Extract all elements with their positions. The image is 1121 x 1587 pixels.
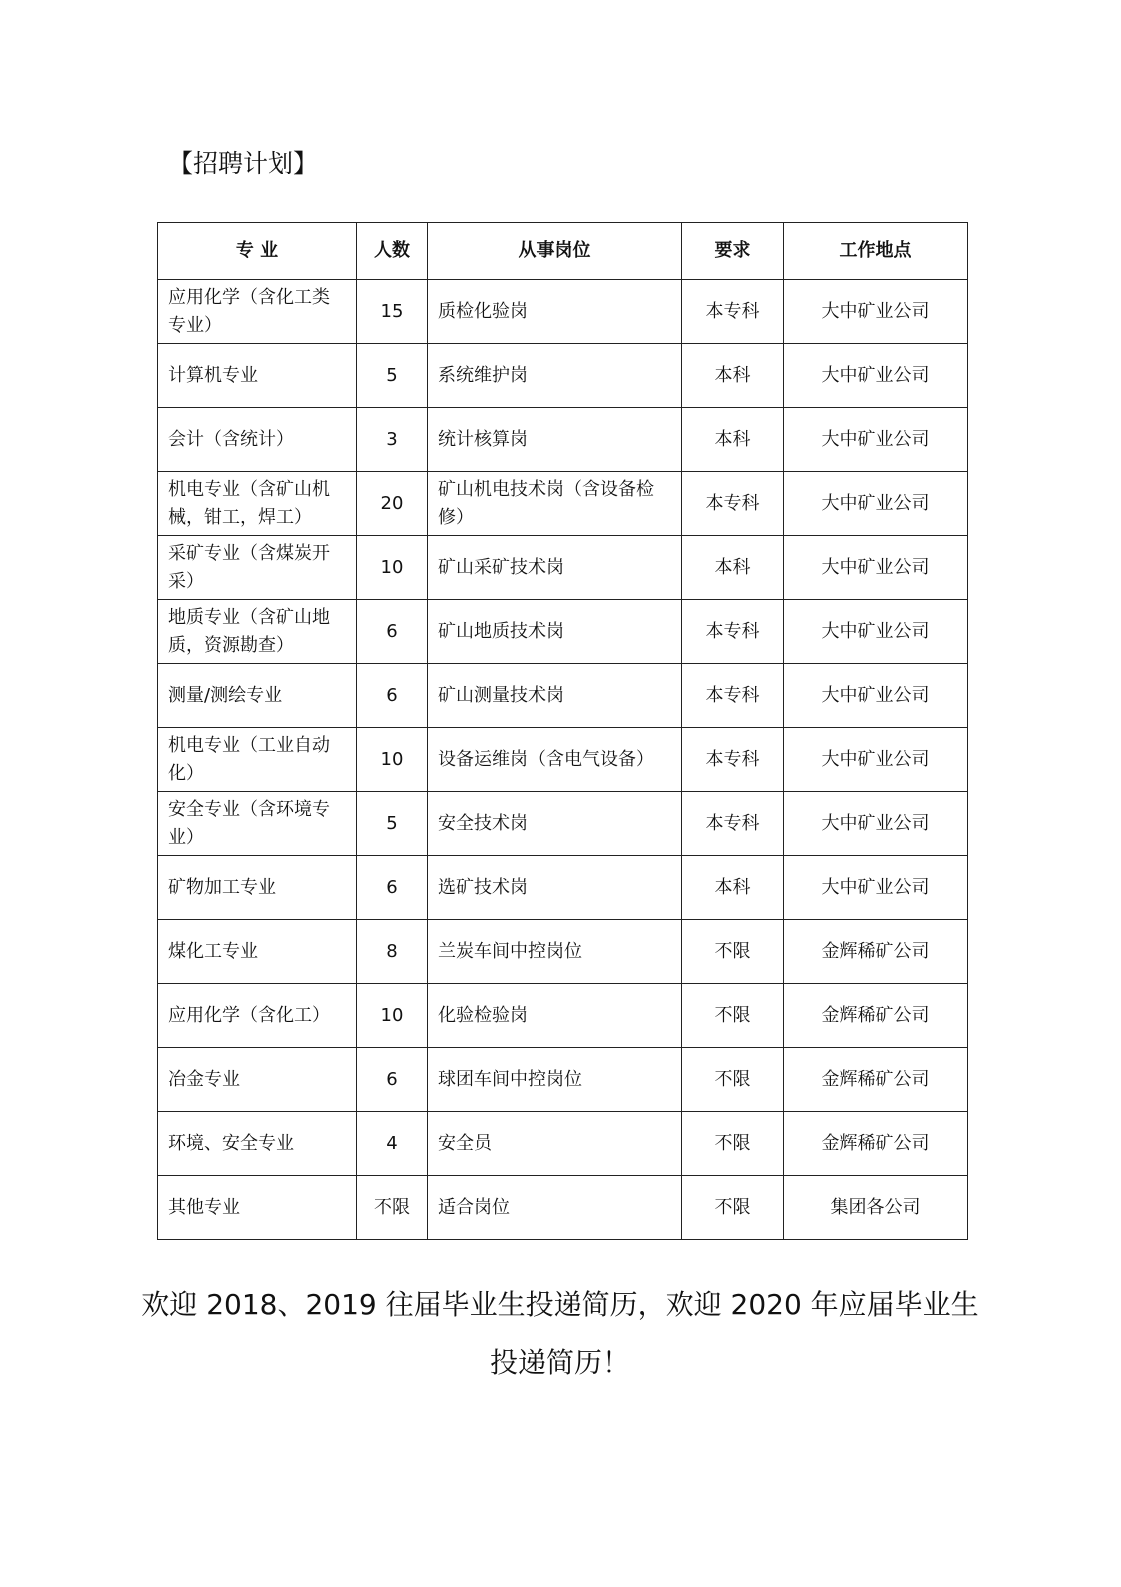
header-requirement: 要求 xyxy=(682,223,784,280)
cell-major: 安全专业（含环境专业） xyxy=(158,792,357,856)
cell-position: 系统维护岗 xyxy=(428,344,682,408)
cell-requirement: 本专科 xyxy=(682,728,784,792)
cell-requirement: 不限 xyxy=(682,1048,784,1112)
cell-requirement: 不限 xyxy=(682,920,784,984)
cell-position: 兰炭车间中控岗位 xyxy=(428,920,682,984)
cell-count: 6 xyxy=(357,664,428,728)
cell-position: 矿山测量技术岗 xyxy=(428,664,682,728)
cell-count: 3 xyxy=(357,408,428,472)
header-major: 专 业 xyxy=(158,223,357,280)
cell-location: 大中矿业公司 xyxy=(784,280,968,344)
cell-requirement: 本专科 xyxy=(682,280,784,344)
cell-count: 5 xyxy=(357,344,428,408)
table-row xyxy=(158,536,968,600)
cell-location: 大中矿业公司 xyxy=(784,408,968,472)
cell-count: 4 xyxy=(357,1112,428,1176)
table-header-row xyxy=(158,223,968,280)
cell-position: 球团车间中控岗位 xyxy=(428,1048,682,1112)
cell-position: 设备运维岗（含电气设备） xyxy=(428,728,682,792)
cell-major: 环境、安全专业 xyxy=(158,1112,357,1176)
cell-location: 大中矿业公司 xyxy=(784,856,968,920)
cell-major: 测量/测绘专业 xyxy=(158,664,357,728)
cell-major: 煤化工专业 xyxy=(158,920,357,984)
cell-major: 采矿专业（含煤炭开采） xyxy=(158,536,357,600)
cell-count: 10 xyxy=(357,984,428,1048)
table-row xyxy=(158,1048,968,1112)
header-position: 从事岗位 xyxy=(428,223,682,280)
cell-requirement: 本专科 xyxy=(682,600,784,664)
cell-requirement: 本科 xyxy=(682,536,784,600)
cell-count: 5 xyxy=(357,792,428,856)
cell-location: 大中矿业公司 xyxy=(784,536,968,600)
cell-major: 机电专业（含矿山机械，钳工，焊工） xyxy=(158,472,357,536)
table-row xyxy=(158,1176,968,1240)
cell-requirement: 不限 xyxy=(682,1176,784,1240)
cell-major: 其他专业 xyxy=(158,1176,357,1240)
table-row xyxy=(158,664,968,728)
cell-major: 矿物加工专业 xyxy=(158,856,357,920)
cell-major: 计算机专业 xyxy=(158,344,357,408)
table-row xyxy=(158,472,968,536)
cell-count: 8 xyxy=(357,920,428,984)
cell-major: 会计（含统计） xyxy=(158,408,357,472)
cell-count: 20 xyxy=(357,472,428,536)
header-count: 人数 xyxy=(357,223,428,280)
cell-major: 地质专业（含矿山地质，资源勘查） xyxy=(158,600,357,664)
cell-requirement: 本专科 xyxy=(682,472,784,536)
cell-count: 6 xyxy=(357,1048,428,1112)
cell-count: 10 xyxy=(357,536,428,600)
cell-requirement: 不限 xyxy=(682,984,784,1048)
cell-major: 应用化学（含化工类专业） xyxy=(158,280,357,344)
cell-requirement: 本专科 xyxy=(682,792,784,856)
table-row xyxy=(158,920,968,984)
cell-position: 适合岗位 xyxy=(428,1176,682,1240)
cell-requirement: 本科 xyxy=(682,344,784,408)
cell-major: 冶金专业 xyxy=(158,1048,357,1112)
cell-location: 金辉稀矿公司 xyxy=(784,920,968,984)
cell-position: 统计核算岗 xyxy=(428,408,682,472)
cell-location: 金辉稀矿公司 xyxy=(784,1048,968,1112)
cell-location: 大中矿业公司 xyxy=(784,600,968,664)
table-row xyxy=(158,856,968,920)
cell-position: 矿山地质技术岗 xyxy=(428,600,682,664)
table-row xyxy=(158,728,968,792)
table-row xyxy=(158,344,968,408)
cell-major: 应用化学（含化工） xyxy=(158,984,357,1048)
cell-position: 安全技术岗 xyxy=(428,792,682,856)
cell-location: 集团各公司 xyxy=(784,1176,968,1240)
cell-count: 6 xyxy=(357,856,428,920)
table-row xyxy=(158,792,968,856)
table-row xyxy=(158,600,968,664)
cell-position: 选矿技术岗 xyxy=(428,856,682,920)
cell-location: 大中矿业公司 xyxy=(784,344,968,408)
recruitment-plan-table xyxy=(157,222,968,1240)
cell-location: 大中矿业公司 xyxy=(784,472,968,536)
page-title: 【招聘计划】 xyxy=(168,149,319,178)
cell-position: 矿山机电技术岗（含设备检修） xyxy=(428,472,682,536)
cell-location: 大中矿业公司 xyxy=(784,664,968,728)
table-row xyxy=(158,1112,968,1176)
header-location: 工作地点 xyxy=(784,223,968,280)
cell-count: 10 xyxy=(357,728,428,792)
cell-count: 6 xyxy=(357,600,428,664)
cell-count: 15 xyxy=(357,280,428,344)
cell-major: 机电专业（工业自动化） xyxy=(158,728,357,792)
cell-requirement: 本科 xyxy=(682,856,784,920)
table-row xyxy=(158,984,968,1048)
welcome-message: 欢迎 2018、2019 往届毕业生投递简历，欢迎 2020 年应届毕业生投递简历！ xyxy=(141,1288,979,1379)
cell-position: 安全员 xyxy=(428,1112,682,1176)
cell-requirement: 不限 xyxy=(682,1112,784,1176)
table-row xyxy=(158,408,968,472)
table-row xyxy=(158,280,968,344)
cell-location: 金辉稀矿公司 xyxy=(784,1112,968,1176)
cell-location: 大中矿业公司 xyxy=(784,792,968,856)
cell-requirement: 本科 xyxy=(682,408,784,472)
cell-requirement: 本专科 xyxy=(682,664,784,728)
cell-location: 大中矿业公司 xyxy=(784,728,968,792)
cell-location: 金辉稀矿公司 xyxy=(784,984,968,1048)
cell-position: 化验检验岗 xyxy=(428,984,682,1048)
cell-position: 质检化验岗 xyxy=(428,280,682,344)
cell-position: 矿山采矿技术岗 xyxy=(428,536,682,600)
cell-count: 不限 xyxy=(357,1176,428,1240)
